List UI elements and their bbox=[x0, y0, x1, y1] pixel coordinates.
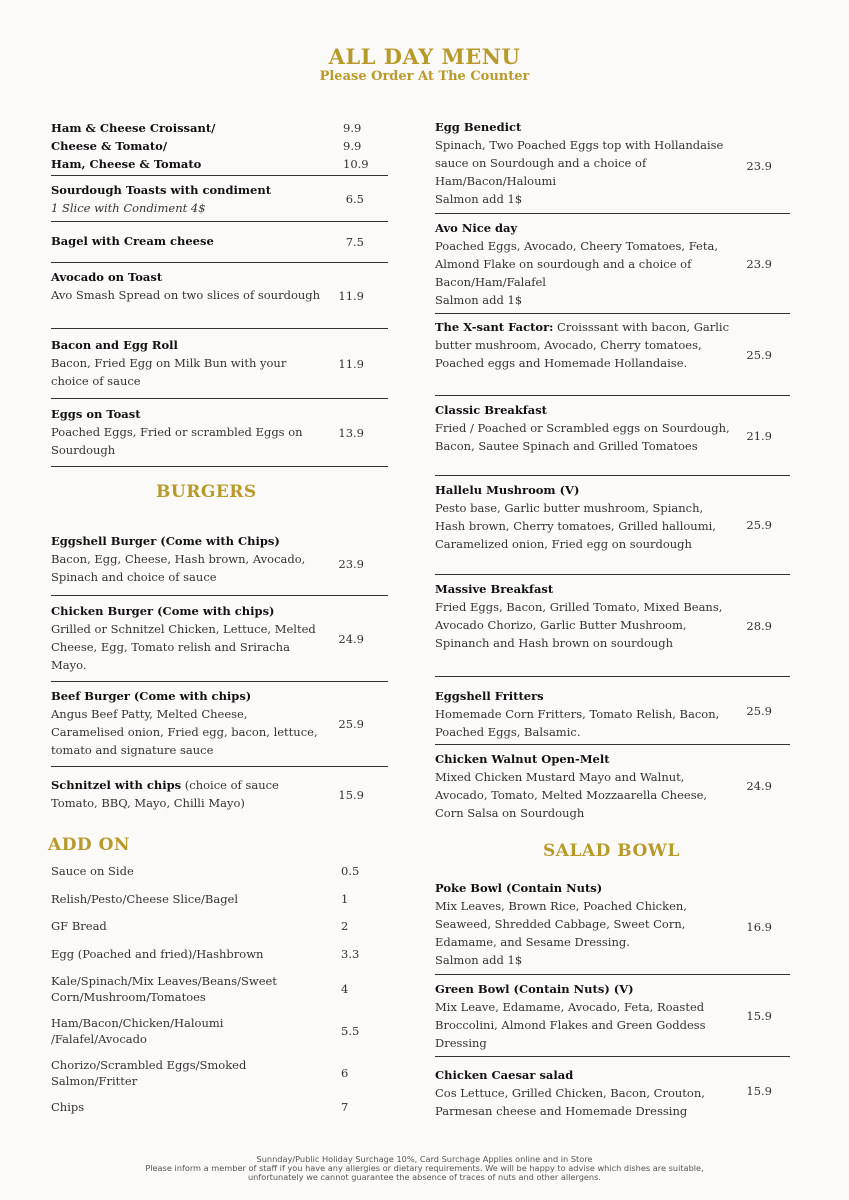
item-price: 24.9 bbox=[338, 631, 364, 646]
item-name: Ham & Cheese Croissant/ bbox=[51, 121, 216, 135]
menu-item bbox=[51, 263, 388, 329]
addon-label: Kale/Spinach/Mix Leaves/Beans/Sweet Corn/Mushroom/Tomatoes bbox=[51, 974, 277, 1004]
item-extra: Salmon add 1$ bbox=[435, 953, 523, 967]
item-description: Fried Eggs, Bacon, Grilled Tomato, Mixed Beans, Avocado Chorizo, Garlic Butter Mushroom, Spinanch and Hash brown on sourdough bbox=[435, 600, 723, 650]
addon-row bbox=[51, 1057, 388, 1099]
item-name: Beef Burger (Come with chips) bbox=[51, 689, 252, 703]
item-price: 28.9 bbox=[746, 618, 772, 633]
item-description: Grilled or Schnitzel Chicken, Lettuce, Melted Cheese, Egg, Tomato relish and Sriracha Mayo. bbox=[51, 622, 316, 672]
item-name: Avocado on Toast bbox=[51, 270, 163, 284]
addon-price: 4 bbox=[341, 982, 349, 996]
item-description: Croisssant with bacon, Garlic butter mushroom, Avocado, Cherry tomatoes, Poached eggs and Homemade Hollandaise. bbox=[435, 320, 730, 370]
menu-item bbox=[51, 222, 388, 263]
menu-item bbox=[435, 975, 790, 1057]
item-price: 23.9 bbox=[338, 556, 364, 571]
addon-label: Relish/Pesto/Cheese Slice/Bagel bbox=[51, 892, 239, 906]
item-price: 25.9 bbox=[746, 347, 772, 362]
addon-label: Chorizo/Scrambled Eggs/Smoked Salmon/Fritter bbox=[51, 1058, 247, 1088]
item-price: 9.9 bbox=[343, 121, 362, 135]
addon-row bbox=[51, 1015, 388, 1057]
addon-row bbox=[51, 973, 388, 1015]
menu-item bbox=[51, 596, 388, 682]
menu-item bbox=[435, 677, 790, 745]
item-price: 15.9 bbox=[338, 788, 364, 802]
item-name: Ham, Cheese & Tomato bbox=[51, 157, 202, 171]
addon-label: Sauce on Side bbox=[51, 864, 134, 878]
item-name: Chicken Burger (Come with chips) bbox=[51, 604, 275, 618]
item-price: 11.9 bbox=[338, 288, 364, 303]
item-price: 25.9 bbox=[746, 703, 772, 718]
addon-row bbox=[51, 918, 388, 946]
addon-row bbox=[51, 946, 388, 973]
item-price: 21.9 bbox=[746, 428, 772, 443]
item-price: 25.9 bbox=[746, 518, 772, 532]
item-description: Homemade Corn Fritters, Tomato Relish, Bacon, Poached Eggs, Balsamic. bbox=[435, 707, 720, 739]
addon-label: Chips bbox=[51, 1100, 85, 1114]
item-description: 1 Slice with Condiment 4$ bbox=[51, 201, 206, 215]
menu-title: ALL DAY MENU bbox=[328, 44, 521, 69]
footer-surcharge: Sunnday/Public Holiday Surchage 10%, Card Surchage Applies online and in Store bbox=[256, 1154, 593, 1164]
addon-price: 2 bbox=[341, 919, 349, 933]
menu-item bbox=[51, 399, 388, 467]
item-name: Classic Breakfast bbox=[435, 403, 547, 417]
item-price: 6.5 bbox=[345, 191, 364, 206]
menu-item bbox=[435, 879, 790, 975]
right-column bbox=[435, 118, 790, 1118]
item-description: Mixed Chicken Mustard Mayo and Walnut, Avocado, Tomato, Melted Mozzaarella Cheese, Corn Salsa on Sourdough bbox=[435, 770, 708, 820]
menu-item bbox=[435, 476, 790, 575]
item-name: Chicken Caesar salad bbox=[435, 1068, 574, 1082]
item-description: Bacon, Fried Egg on Milk Bun with your choice of sauce bbox=[51, 356, 287, 388]
menu-subtitle: Please Order At The Counter bbox=[319, 69, 530, 84]
item-description: Mix Leaves, Brown Rice, Poached Chicken, Seaweed, Shredded Cabbage, Sweet Corn, Edamame, and Sesame Dressing. bbox=[435, 899, 687, 949]
item-price: 23.9 bbox=[746, 158, 772, 173]
item-description: Poached Eggs, Avocado, Cheery Tomatoes, Feta, Almond Flake on sourdough and a choice of Bacon/Ham/Falafel bbox=[435, 239, 718, 289]
item-name: Avo Nice day bbox=[435, 221, 518, 235]
menu-item bbox=[51, 767, 388, 823]
item-price: 25.9 bbox=[338, 717, 364, 731]
item-description: Cos Lettuce, Grilled Chicken, Bacon, Crouton, Parmesan cheese and Homemade Dressing bbox=[435, 1086, 705, 1118]
addon-price: 3.3 bbox=[341, 947, 360, 961]
addon-price: 0.5 bbox=[341, 864, 360, 878]
item-description: (choice of sauce Tomato, BBQ, Mayo, Chilli Mayo) bbox=[51, 778, 279, 810]
item-extra: Salmon add 1$ bbox=[435, 192, 523, 206]
addon-row bbox=[51, 863, 388, 891]
menu-item bbox=[51, 329, 388, 399]
item-description: Avo Smash Spread on two slices of sourdough bbox=[51, 288, 321, 302]
item-price: 15.9 bbox=[746, 1008, 772, 1023]
menu-item-croissant-combo bbox=[51, 118, 388, 176]
section-title-add-on: ADD ON bbox=[48, 835, 130, 855]
item-name: Poke Bowl (Contain Nuts) bbox=[435, 881, 603, 895]
item-name: The X-sant Factor: bbox=[435, 320, 554, 334]
menu-item bbox=[51, 176, 388, 222]
menu-item bbox=[435, 575, 790, 677]
item-name: Massive Breakfast bbox=[435, 582, 554, 596]
menu-item bbox=[435, 214, 790, 314]
addon-label: Ham/Bacon/Chicken/Haloumi /Falafel/Avocado bbox=[51, 1016, 224, 1046]
addon-price: 6 bbox=[341, 1066, 349, 1080]
item-price: 9.9 bbox=[343, 139, 362, 153]
menu-item bbox=[435, 118, 790, 214]
item-description: Pesto base, Garlic butter mushroom, Spianch, Hash brown, Cherry tomatoes, Grilled halloumi, Caramelized onion, Fried egg on sourdough bbox=[435, 501, 716, 551]
item-name: Eggs on Toast bbox=[51, 407, 141, 421]
menu-item bbox=[435, 745, 790, 827]
item-description: Bacon, Egg, Cheese, Hash brown, Avocado, Spinach and choice of sauce bbox=[51, 552, 306, 584]
item-price: 13.9 bbox=[338, 425, 364, 440]
item-name: Egg Benedict bbox=[435, 120, 522, 134]
footer-notice bbox=[0, 1155, 849, 1182]
section-title-burgers: BURGERS bbox=[156, 482, 257, 502]
item-name: Hallelu Mushroom (V) bbox=[435, 483, 580, 497]
item-name: Sourdough Toasts with condiment bbox=[51, 183, 272, 197]
addon-price: 5.5 bbox=[341, 1024, 360, 1038]
footer-allergy-disclaimer: unfortunately we cannot guarantee the absence of traces of nuts and other allergens. bbox=[247, 1172, 601, 1182]
menu-item bbox=[435, 314, 790, 396]
left-column bbox=[48, 118, 388, 1119]
item-name: Bagel with Cream cheese bbox=[51, 234, 214, 248]
item-extra: Salmon add 1$ bbox=[435, 293, 523, 307]
item-description: Angus Beef Patty, Melted Cheese, Caramelised onion, Fried egg, bacon, lettuce, tomato and signature sauce bbox=[51, 707, 318, 757]
item-name: Cheese & Tomato/ bbox=[51, 139, 168, 153]
item-price: 11.9 bbox=[338, 356, 364, 371]
item-name: Eggshell Burger (Come with Chips) bbox=[51, 534, 280, 548]
menu-item bbox=[51, 532, 388, 596]
addon-list bbox=[51, 863, 388, 1119]
item-name: Chicken Walnut Open-Melt bbox=[435, 752, 610, 766]
item-price: 23.9 bbox=[746, 256, 772, 271]
item-description: Mix Leave, Edamame, Avocado, Feta, Roasted Broccolini, Almond Flakes and Green Goddess Dressing bbox=[435, 1000, 706, 1050]
menu-item bbox=[435, 396, 790, 476]
addon-label: Egg (Poached and fried)/Hashbrown bbox=[51, 947, 264, 961]
addon-label: GF Bread bbox=[51, 919, 107, 933]
item-description: Spinach, Two Poached Eggs top with Hollandaise sauce on Sourdough and a choice of Ham/Bacon/Haloumi bbox=[435, 138, 724, 188]
item-name: Green Bowl (Contain Nuts) (V) bbox=[435, 982, 634, 996]
menu-item bbox=[435, 1057, 790, 1118]
item-price: 24.9 bbox=[746, 779, 772, 793]
section-title-salad-bowl: SALAD BOWL bbox=[543, 841, 680, 861]
footer-allergy-notice: Please inform a member of staff if you have any allergies or dietary requirements. We will be happy to advise which dishes are suitable, bbox=[145, 1163, 704, 1173]
addon-price: 7 bbox=[341, 1100, 349, 1114]
item-price: 7.5 bbox=[345, 235, 364, 249]
item-description: Poached Eggs, Fried or scrambled Eggs on Sourdough bbox=[51, 425, 303, 457]
item-name: Bacon and Egg Roll bbox=[51, 338, 178, 352]
item-price: 10.9 bbox=[343, 157, 369, 171]
menu-item bbox=[51, 682, 388, 767]
item-description: Fried / Poached or Scrambled eggs on Sourdough, Bacon, Sautee Spinach and Grilled Tomatoes bbox=[435, 421, 730, 453]
item-price: 16.9 bbox=[746, 919, 772, 934]
addon-price: 1 bbox=[341, 892, 349, 906]
addon-row bbox=[51, 1099, 388, 1119]
item-name: Eggshell Fritters bbox=[435, 689, 544, 703]
addon-row bbox=[51, 891, 388, 918]
item-price: 15.9 bbox=[746, 1084, 772, 1098]
item-name: Schnitzel with chips bbox=[51, 778, 182, 792]
